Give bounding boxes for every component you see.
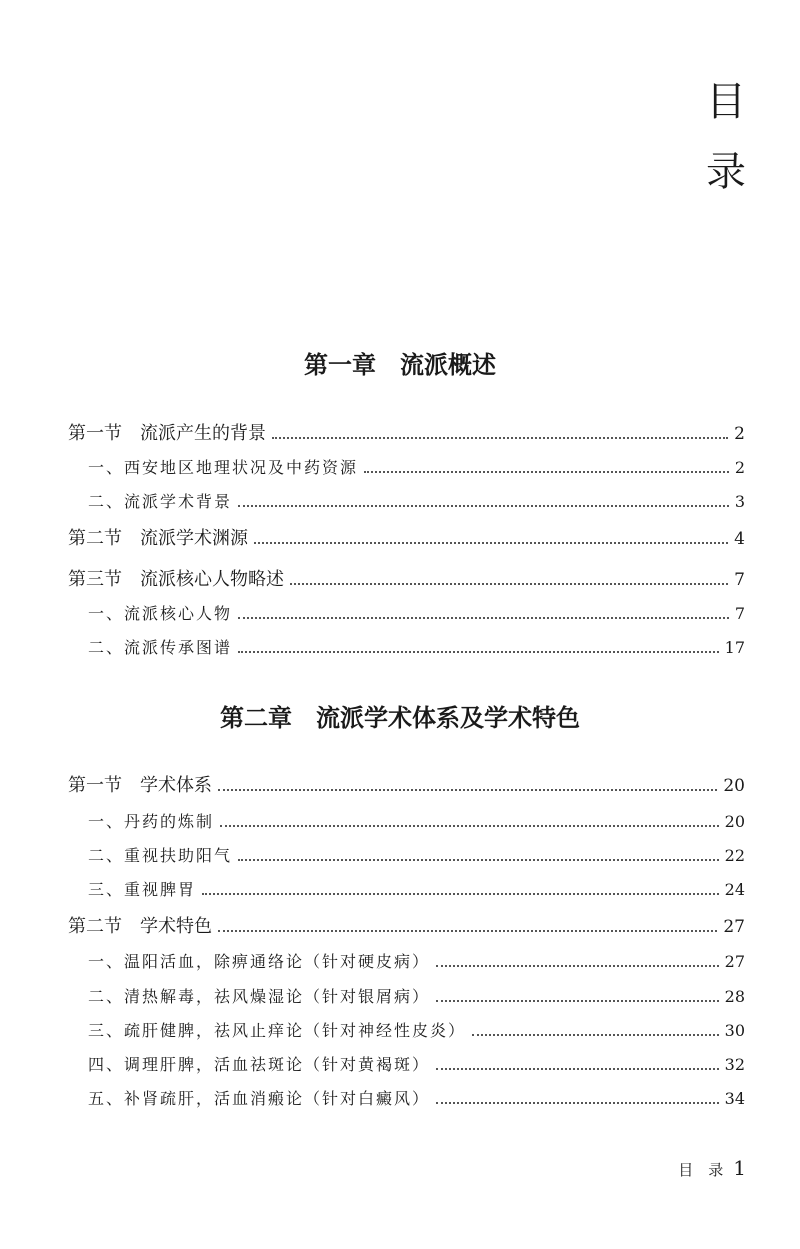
toc-entry-page: 32 (724, 1055, 745, 1074)
leader-dots (220, 825, 719, 827)
toc-entry-page: 30 (724, 1021, 745, 1040)
toc-entry-ch1-sec3[interactable] (68, 562, 745, 592)
toc-entry-page: 7 (734, 570, 745, 590)
toc-entry-page: 22 (724, 846, 745, 865)
footer-label: 目 录 (678, 1161, 724, 1179)
toc-entry-page: 20 (724, 812, 745, 831)
toc-entry-page: 27 (723, 917, 745, 937)
toc-entry-ch2-sec2-sub4[interactable] (88, 1047, 745, 1077)
toc-entry-ch1-sec3-sub2[interactable] (88, 630, 745, 660)
toc-entry-ch1-sec1[interactable] (68, 416, 745, 446)
toc-entry-ch1-sec1-sub1[interactable] (88, 450, 745, 480)
leader-dots (238, 505, 729, 507)
toc-entry-page: 2 (734, 458, 745, 477)
toc-entry-page: 28 (724, 987, 745, 1006)
toc-entry-label: 第一节 学术体系 (68, 775, 212, 796)
leader-dots (436, 1102, 719, 1104)
toc-entry-ch2-sec2-sub3[interactable] (88, 1013, 745, 1043)
toc-entry-label: 二、重视扶助阳气 (88, 846, 233, 865)
leader-dots (436, 965, 719, 967)
toc-entry-ch1-sec3-sub1[interactable] (88, 596, 745, 626)
toc-entry-page: 27 (724, 952, 745, 971)
toc-entry-label: 第二节 流派学术渊源 (68, 528, 248, 549)
toc-entry-ch2-sec2-sub2[interactable] (88, 979, 745, 1009)
toc-entry-page: 2 (734, 424, 745, 444)
toc-entry-page: 4 (734, 529, 745, 549)
leader-dots (202, 893, 719, 895)
toc-entry-page: 3 (734, 492, 745, 511)
toc-entry-label: 三、疏肝健脾，祛风止痒论（针对神经性皮炎） (88, 1021, 467, 1040)
toc-entry-label: 第二节 学术特色 (68, 916, 212, 937)
toc-entry-ch2-sec1-sub3[interactable] (88, 872, 745, 902)
toc-entry-label: 三、重视脾胃 (88, 880, 197, 899)
toc-entry-label: 二、清热解毒，祛风燥湿论（针对银屑病） (88, 987, 431, 1006)
toc-entry-label: 第一节 流派产生的背景 (68, 423, 266, 444)
toc-entry-page: 7 (734, 604, 745, 623)
toc-entry-page: 34 (724, 1089, 745, 1108)
leader-dots (218, 930, 717, 932)
leader-dots (364, 471, 729, 473)
toc-entry-ch2-sec1-sub2[interactable] (88, 838, 745, 868)
leader-dots (254, 542, 728, 544)
chapter-1-heading: 第一章 流派概述 (304, 350, 496, 379)
page-title-char-2: 录 (706, 149, 746, 195)
page-footer (669, 1132, 746, 1182)
toc-entry-label: 四、调理肝脾，活血祛斑论（针对黄褐斑） (88, 1055, 431, 1074)
leader-dots (436, 1068, 719, 1070)
toc-entry-label: 五、补肾疏肝，活血消瘢论（针对白癜风） (88, 1089, 431, 1108)
toc-entry-ch2-sec1[interactable] (68, 768, 745, 798)
page-title-char-1: 目 (706, 79, 746, 125)
leader-dots (218, 789, 717, 791)
leader-dots (238, 859, 719, 861)
toc-entry-label: 一、温阳活血，除痹通络论（针对硬皮病） (88, 952, 431, 971)
leader-dots (472, 1034, 719, 1036)
toc-entry-label: 二、流派学术背景 (88, 492, 233, 511)
toc-entry-label: 一、丹药的炼制 (88, 812, 215, 831)
toc-entry-label: 二、流派传承图谱 (88, 638, 233, 657)
footer-page-number: 1 (733, 1156, 746, 1180)
toc-entry-label: 一、西安地区地理状况及中药资源 (88, 458, 359, 477)
chapter-2-heading: 第二章 流派学术体系及学术特色 (220, 703, 580, 732)
toc-entry-ch2-sec2[interactable] (68, 909, 745, 939)
toc-entry-label: 一、流派核心人物 (88, 604, 233, 623)
toc-entry-page: 24 (724, 880, 745, 899)
toc-entry-label: 第三节 流派核心人物略述 (68, 569, 284, 590)
toc-entry-ch2-sec2-sub5[interactable] (88, 1081, 745, 1111)
toc-entry-ch2-sec2-sub1[interactable] (88, 944, 745, 974)
toc-entry-page: 17 (724, 638, 745, 657)
leader-dots (272, 437, 728, 439)
leader-dots (290, 583, 728, 585)
leader-dots (238, 617, 729, 619)
toc-entry-page: 20 (723, 776, 745, 796)
toc-entry-ch1-sec2[interactable] (68, 521, 745, 551)
leader-dots (436, 1000, 719, 1002)
toc-entry-ch2-sec1-sub1[interactable] (88, 804, 745, 834)
toc-entry-ch1-sec1-sub2[interactable] (88, 484, 745, 514)
leader-dots (238, 651, 719, 653)
